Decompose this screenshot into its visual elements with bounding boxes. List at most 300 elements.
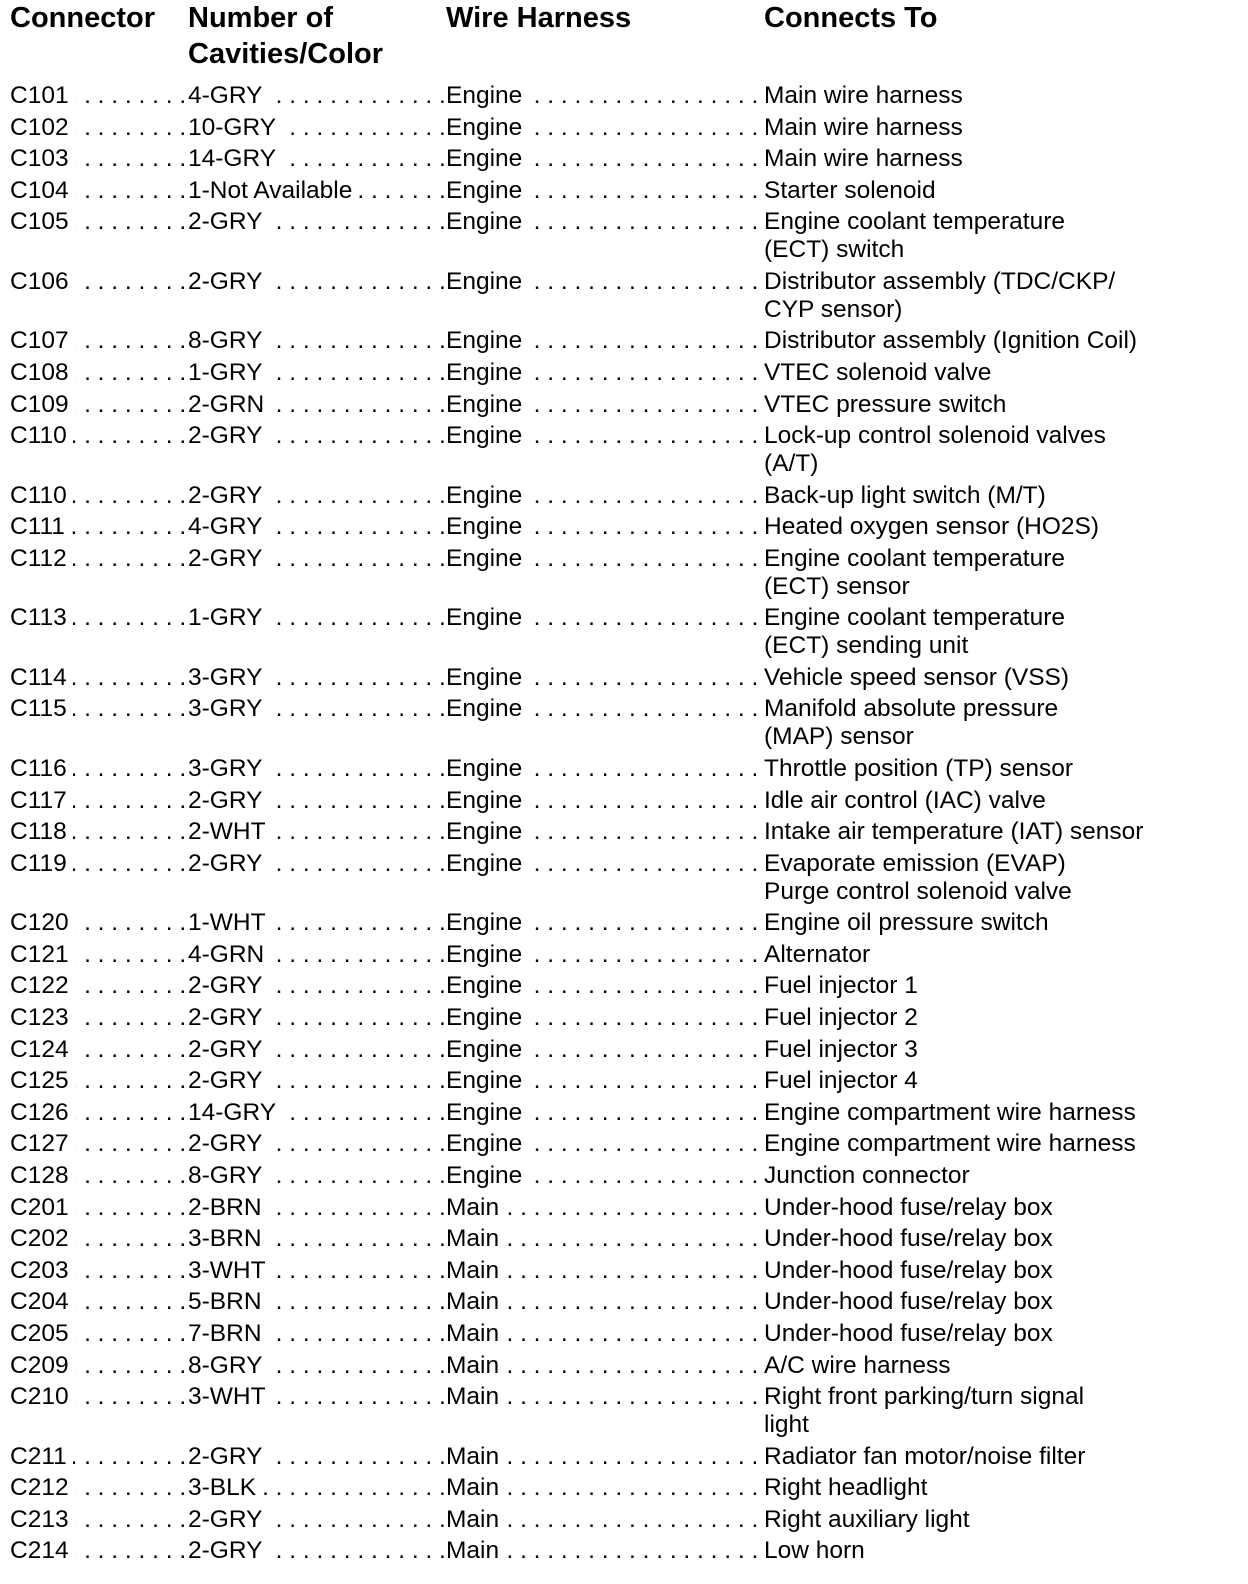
cavities-color-cell [188, 1506, 444, 1534]
cavities-color-cell [188, 327, 444, 355]
connects-to-line: Back-up light switch (M/T) [764, 481, 1046, 509]
header-connector [10, 0, 155, 36]
wire-harness-cell [446, 1099, 758, 1127]
header-connects-to [764, 0, 937, 36]
wire-harness: Main [446, 1443, 505, 1471]
connector-id-cell [10, 787, 186, 815]
wire-harness-cell [446, 545, 758, 573]
wire-harness: Engine [446, 695, 528, 723]
connector-id-cell [10, 695, 186, 723]
cavities-color: 1-GRY [188, 604, 268, 632]
wire-harness-cell [446, 850, 758, 878]
cavities-color-cell [188, 972, 444, 1000]
connects-to-line: Right front parking/turn signal [764, 1383, 1085, 1411]
cavities-color-cell [188, 1004, 444, 1032]
connector-id: C108 [10, 359, 75, 387]
header-harness-label: Wire Harness [446, 2, 632, 34]
wire-harness: Engine [446, 482, 528, 510]
connector-id: C109 [10, 391, 75, 419]
connects-to-cell [764, 177, 1244, 205]
connects-to-line: Main wire harness [764, 145, 963, 173]
table-row [0, 909, 1248, 941]
connects-to-line: Under-hood fuse/relay box [764, 1256, 1053, 1284]
table-row [0, 359, 1248, 391]
wire-harness: Engine [446, 327, 528, 355]
cavities-color-cell [188, 1067, 444, 1095]
connector-id-cell [10, 1352, 186, 1380]
connector-id-cell [10, 1036, 186, 1064]
table-row [0, 114, 1248, 146]
connects-to-line: (A/T) [764, 450, 819, 478]
connector-id-cell [10, 327, 186, 355]
cavities-color-cell [188, 114, 444, 142]
wire-harness-cell [446, 1225, 758, 1253]
connector-id-cell [10, 1506, 186, 1534]
connects-to-line: Engine coolant temperature [764, 544, 1065, 572]
connector-id: C106 [10, 268, 75, 296]
wire-harness: Engine [446, 972, 528, 1000]
connector-id: C124 [10, 1036, 75, 1064]
connects-to-line: Under-hood fuse/relay box [764, 1193, 1053, 1221]
cavities-color-cell [188, 1320, 444, 1348]
wire-harness-cell [446, 604, 758, 632]
connector-id-cell [10, 513, 186, 541]
wire-harness-cell [446, 513, 758, 541]
wire-harness: Main [446, 1352, 505, 1380]
connector-id: C118 [10, 818, 73, 846]
wire-harness-cell [446, 1130, 758, 1158]
connector-id-cell [10, 1130, 186, 1158]
cavities-color: 1-Not Available [188, 177, 358, 205]
wire-harness-cell [446, 1352, 758, 1380]
table-row [0, 1474, 1248, 1506]
table-row [0, 755, 1248, 787]
connector-id: C104 [10, 177, 75, 205]
header-harness [446, 0, 631, 36]
wire-harness: Main [446, 1506, 505, 1534]
wire-harness-cell [446, 818, 758, 846]
wire-harness-cell [446, 787, 758, 815]
cavities-color: 1-WHT [188, 909, 272, 937]
cavities-color: 2-GRY [188, 850, 268, 878]
cavities-color: 4-GRN [188, 941, 270, 969]
cavities-color: 2-GRY [188, 1443, 268, 1471]
cavities-color: 8-GRY [188, 1162, 268, 1190]
wire-harness-cell [446, 664, 758, 692]
wire-harness-cell [446, 359, 758, 387]
connector-id: C105 [10, 208, 75, 236]
cavities-color-cell [188, 1036, 444, 1064]
connects-to-line: Fuel injector 4 [764, 1067, 918, 1095]
connects-to-line: Under-hood fuse/relay box [764, 1288, 1053, 1316]
cavities-color-cell [188, 1162, 444, 1190]
connects-to-cell [764, 1537, 1244, 1565]
connects-to-cell [764, 1194, 1244, 1222]
cavities-color: 8-GRY [188, 327, 268, 355]
cavities-color: 2-GRN [188, 391, 270, 419]
connector-id-cell [10, 664, 186, 692]
header-cavities [188, 0, 383, 72]
connector-id-cell [10, 208, 186, 236]
connects-to-cell [764, 482, 1244, 510]
header-connector-label: Connector [10, 2, 155, 34]
wire-harness-cell [446, 1443, 758, 1471]
wire-harness-cell [446, 1067, 758, 1095]
table-row [0, 208, 1248, 268]
connects-to-cell [764, 513, 1244, 541]
cavities-color: 2-BRN [188, 1194, 268, 1222]
cavities-color: 3-GRY [188, 664, 268, 692]
connector-id-cell [10, 422, 186, 450]
cavities-color: 1-GRY [188, 359, 268, 387]
table-row [0, 82, 1248, 114]
cavities-color-cell [188, 208, 444, 236]
connects-to-line: Alternator [764, 940, 871, 968]
connects-to-line: VTEC solenoid valve [764, 358, 992, 386]
connects-to-line: Engine oil pressure switch [764, 909, 1049, 937]
connects-to-cell [764, 1067, 1244, 1095]
connector-id: C214 [10, 1537, 75, 1565]
cavities-color: 2-GRY [188, 208, 268, 236]
wire-harness-cell [446, 1257, 758, 1285]
wire-harness: Engine [446, 268, 528, 296]
cavities-color-cell [188, 82, 444, 110]
wire-harness: Engine [446, 604, 528, 632]
wire-harness-cell [446, 1194, 758, 1222]
connects-to-line: Main wire harness [764, 113, 963, 141]
cavities-color: 14-GRY [188, 1099, 282, 1127]
connects-to-cell [764, 1225, 1244, 1253]
connector-id: C128 [10, 1162, 75, 1190]
connector-id-cell [10, 1257, 186, 1285]
wire-harness: Main [446, 1320, 505, 1348]
connects-to-line: Right auxiliary light [764, 1505, 970, 1533]
connects-to-cell [764, 695, 1244, 751]
connector-id: C213 [10, 1506, 75, 1534]
connects-to-line: Distributor assembly (Ignition Coil) [764, 327, 1138, 355]
connects-to-line: Fuel injector 2 [764, 1004, 918, 1031]
cavities-color-cell [188, 1194, 444, 1222]
connector-id: C101 [10, 82, 75, 110]
connects-to-line: Distributor assembly (TDC/CKP/ [764, 267, 1116, 295]
connector-id: C102 [10, 114, 75, 142]
connector-id-cell [10, 1443, 186, 1471]
connector-id: C125 [10, 1067, 75, 1095]
connector-id: C113 [10, 604, 73, 632]
cavities-color: 3-BRN [188, 1225, 268, 1253]
wire-harness-cell [446, 145, 758, 173]
wire-harness: Main [446, 1383, 505, 1411]
cavities-color-cell [188, 177, 444, 205]
connects-to-cell [764, 604, 1244, 660]
connects-to-cell [764, 359, 1244, 387]
wire-harness-cell [446, 1506, 758, 1534]
cavities-color-cell [188, 1443, 444, 1471]
cavities-color: 14-GRY [188, 145, 282, 173]
cavities-color: 2-WHT [188, 818, 272, 846]
cavities-color-cell [188, 1257, 444, 1285]
table-row [0, 818, 1248, 850]
connects-to-cell [764, 327, 1244, 355]
connects-to-line: Evaporate emission (EVAP) [764, 849, 1066, 877]
connector-id-cell [10, 972, 186, 1000]
wire-harness-cell [446, 941, 758, 969]
cavities-color-cell [188, 1288, 444, 1316]
connector-id-cell [10, 82, 186, 110]
connector-id-cell [10, 482, 186, 510]
connector-id: C202 [10, 1225, 75, 1253]
connects-to-line: Fuel injector 1 [764, 972, 918, 1000]
connector-id-cell [10, 268, 186, 296]
connects-to-cell [764, 818, 1244, 846]
wire-harness: Engine [446, 850, 528, 878]
cavities-color-cell [188, 1225, 444, 1253]
connector-id: C103 [10, 145, 75, 173]
wire-harness: Engine [446, 145, 528, 173]
wire-harness: Engine [446, 208, 528, 236]
connects-to-line: VTEC pressure switch [764, 390, 1007, 418]
connects-to-cell [764, 1162, 1244, 1190]
wire-harness: Engine [446, 82, 528, 110]
cavities-color-cell [188, 850, 444, 878]
connects-to-cell [764, 1004, 1244, 1032]
connector-id-cell [10, 545, 186, 573]
connects-to-line: Manifold absolute pressure [764, 695, 1059, 723]
cavities-color-cell [188, 787, 444, 815]
connector-id: C205 [10, 1320, 75, 1348]
wire-harness-cell [446, 422, 758, 450]
cavities-color-cell [188, 359, 444, 387]
table-row [0, 1352, 1248, 1384]
cavities-color-cell [188, 482, 444, 510]
cavities-color-cell [188, 1474, 444, 1502]
wire-harness-cell [446, 1036, 758, 1064]
connector-id: C120 [10, 909, 75, 937]
wire-harness-cell [446, 177, 758, 205]
table-row [0, 422, 1248, 482]
table-row [0, 1288, 1248, 1320]
cavities-color-cell [188, 1383, 444, 1411]
connector-id: C119 [10, 850, 73, 878]
connector-id: C116 [10, 755, 73, 783]
wire-harness: Main [446, 1194, 505, 1222]
wire-harness: Engine [446, 941, 528, 969]
wire-harness: Engine [446, 422, 528, 450]
connector-id-cell [10, 1537, 186, 1565]
connects-to-line: Low horn [764, 1537, 865, 1565]
wire-harness: Engine [446, 1130, 528, 1158]
connects-to-cell [764, 1506, 1244, 1534]
connector-id: C107 [10, 327, 75, 355]
connector-id: C127 [10, 1130, 75, 1158]
connects-to-cell [764, 1099, 1244, 1127]
cavities-color-cell [188, 145, 444, 173]
wire-harness: Main [446, 1225, 505, 1253]
cavities-color: 2-GRY [188, 482, 268, 510]
wire-harness-cell [446, 1383, 758, 1411]
wire-harness: Engine [446, 391, 528, 419]
connects-to-line: Engine compartment wire harness [764, 1098, 1136, 1126]
connector-id-cell [10, 818, 186, 846]
table-row [0, 1257, 1248, 1289]
connects-to-line: Radiator fan motor/noise filter [764, 1442, 1086, 1470]
connects-to-line: Vehicle speed sensor (VSS) [764, 663, 1070, 691]
wire-harness-cell [446, 82, 758, 110]
connects-to-cell [764, 268, 1244, 324]
wire-harness: Engine [446, 755, 528, 783]
cavities-color: 2-GRY [188, 787, 268, 815]
table-row [0, 177, 1248, 209]
connector-id-cell [10, 359, 186, 387]
cavities-color: 2-GRY [188, 1506, 268, 1534]
cavities-color: 2-GRY [188, 1067, 268, 1095]
table-row [0, 1537, 1248, 1569]
cavities-color-cell [188, 755, 444, 783]
connects-to-line: (ECT) sensor [764, 572, 910, 600]
connects-to-line: Engine coolant temperature [764, 604, 1065, 632]
table-row [0, 513, 1248, 545]
connector-id-cell [10, 604, 186, 632]
connector-id: C114 [10, 664, 73, 692]
connector-id-cell [10, 145, 186, 173]
connects-to-cell [764, 664, 1244, 692]
wire-harness-cell [446, 208, 758, 236]
wire-harness-cell [446, 268, 758, 296]
cavities-color: 3-WHT [188, 1257, 272, 1285]
connector-id: C209 [10, 1352, 75, 1380]
table-row [0, 664, 1248, 696]
connects-to-line: Right headlight [764, 1474, 928, 1502]
connector-id-cell [10, 1004, 186, 1032]
wire-harness: Main [446, 1257, 505, 1285]
connector-id-cell [10, 1194, 186, 1222]
connects-to-line: (ECT) switch [764, 236, 905, 264]
connector-id: C212 [10, 1474, 75, 1502]
wire-harness: Engine [446, 787, 528, 815]
wire-harness-cell [446, 1320, 758, 1348]
connects-to-line: Junction connector [764, 1161, 970, 1189]
table-row [0, 850, 1248, 910]
cavities-color: 4-GRY [188, 82, 268, 110]
wire-harness-cell [446, 327, 758, 355]
connects-to-line: Engine coolant temperature [764, 208, 1065, 236]
connector-id-cell [10, 850, 186, 878]
header-cavities-line1: Number of [188, 2, 333, 34]
table-row [0, 1036, 1248, 1068]
connects-to-cell [764, 1320, 1244, 1348]
cavities-color: 2-GRY [188, 972, 268, 1000]
cavities-color-cell [188, 941, 444, 969]
cavities-color-cell [188, 695, 444, 723]
wire-harness: Main [446, 1474, 505, 1502]
cavities-color-cell [188, 909, 444, 937]
table-row [0, 1067, 1248, 1099]
connects-to-cell [764, 1130, 1244, 1158]
table-row [0, 145, 1248, 177]
connects-to-cell [764, 1257, 1244, 1285]
connects-to-line: A/C wire harness [764, 1351, 951, 1379]
cavities-color-cell [188, 1099, 444, 1127]
cavities-color-cell [188, 268, 444, 296]
cavities-color: 3-GRY [188, 755, 268, 783]
wire-harness: Main [446, 1537, 505, 1565]
cavities-color: 7-BRN [188, 1320, 268, 1348]
connector-id: C115 [10, 695, 73, 723]
connects-to-line: Under-hood fuse/relay box [764, 1319, 1053, 1347]
cavities-color-cell [188, 391, 444, 419]
connects-to-line: Intake air temperature (IAT) sensor [764, 818, 1144, 846]
connects-to-cell [764, 1288, 1244, 1316]
table-row [0, 787, 1248, 819]
connects-to-cell [764, 787, 1244, 815]
table-row [0, 1506, 1248, 1538]
connects-to-cell [764, 114, 1244, 142]
cavities-color-cell [188, 1352, 444, 1380]
table-row [0, 1130, 1248, 1162]
connector-id: C211 [10, 1443, 73, 1471]
wire-harness: Engine [446, 818, 528, 846]
table-row [0, 1194, 1248, 1226]
cavities-color-cell [188, 545, 444, 573]
table-row [0, 1383, 1248, 1443]
connector-id-cell [10, 1288, 186, 1316]
table-row [0, 327, 1248, 359]
connects-to-line: Throttle position (TP) sensor [764, 754, 1074, 782]
connects-to-cell [764, 82, 1244, 110]
cavities-color: 3-BLK [188, 1474, 262, 1502]
connects-to-cell [764, 208, 1244, 264]
connects-to-line: (MAP) sensor [764, 723, 914, 751]
cavities-color: 3-WHT [188, 1383, 272, 1411]
table-row [0, 1162, 1248, 1194]
connects-to-cell [764, 1443, 1244, 1471]
connector-id-cell [10, 1067, 186, 1095]
cavities-color: 8-GRY [188, 1352, 268, 1380]
connects-to-cell [764, 1383, 1244, 1439]
connects-to-cell [764, 1352, 1244, 1380]
connector-id-cell [10, 941, 186, 969]
cavities-color: 3-GRY [188, 695, 268, 723]
connector-id: C112 [10, 545, 73, 573]
connects-to-cell [764, 850, 1244, 906]
wire-harness: Engine [446, 545, 528, 573]
connector-id: C121 [10, 941, 75, 969]
connector-id: C204 [10, 1288, 75, 1316]
connects-to-line: Lock-up control solenoid valves [764, 422, 1106, 450]
wire-harness: Engine [446, 513, 528, 541]
cavities-color-cell [188, 818, 444, 846]
connects-to-cell [764, 391, 1244, 419]
wire-harness-cell [446, 114, 758, 142]
cavities-color-cell [188, 422, 444, 450]
header-connects-to-label: Connects To [764, 2, 938, 34]
wire-harness-cell [446, 755, 758, 783]
connector-id: C126 [10, 1099, 75, 1127]
connector-id: C201 [10, 1194, 75, 1222]
connects-to-line: Starter solenoid [764, 176, 936, 204]
cavities-color: 2-GRY [188, 545, 268, 573]
table-row [0, 391, 1248, 423]
connects-to-line: Main wire harness [764, 82, 963, 109]
table-row [0, 1320, 1248, 1352]
table-row [0, 1004, 1248, 1036]
wire-harness-cell [446, 909, 758, 937]
table-row [0, 941, 1248, 973]
cavities-color: 4-GRY [188, 513, 268, 541]
connects-to-line: (ECT) sending unit [764, 632, 969, 660]
connector-id-cell [10, 755, 186, 783]
wire-harness-cell [446, 1288, 758, 1316]
